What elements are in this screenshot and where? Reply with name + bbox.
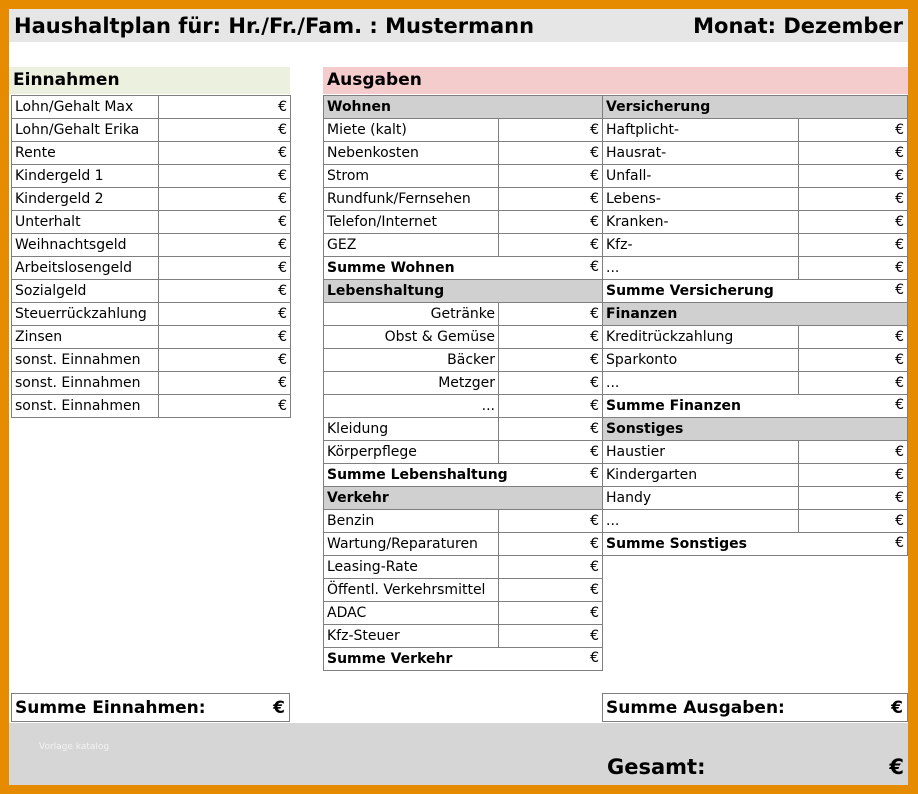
sum-row-wohnen [324, 257, 603, 280]
expense-row [324, 326, 603, 349]
category-row-wohnen [324, 96, 603, 119]
amount-cell[interactable]: € [798, 188, 907, 211]
sum-verkehr-text: Summe Verkehr [327, 650, 453, 667]
sum-versicherung [603, 280, 908, 303]
amount-cell[interactable]: € [159, 303, 291, 326]
income-label: Kindergeld 1 [12, 165, 159, 188]
income-label: Lohn/Gehalt Max [12, 96, 159, 119]
income-row [12, 188, 291, 211]
expense-row [324, 372, 603, 395]
expense-row [324, 303, 603, 326]
income-label: Weihnachtsgeld [12, 234, 159, 257]
category-row-sonstiges [603, 418, 908, 441]
amount-cell[interactable]: € [499, 142, 603, 165]
expense-label: Nebenkosten [324, 142, 499, 165]
budget-sheet [9, 9, 908, 785]
expense-label: ... [603, 510, 799, 533]
amount-cell[interactable]: € [499, 372, 603, 395]
sum-wohnen [324, 257, 603, 280]
expense-label: Haustier [603, 441, 799, 464]
income-label: sonst. Einnahmen [12, 349, 159, 372]
expense-row [324, 119, 603, 142]
expenses-right-table [602, 95, 908, 556]
sum-finanzen [603, 395, 908, 418]
expense-row [603, 487, 908, 510]
expense-row [324, 625, 603, 648]
amount-cell[interactable]: € [798, 326, 907, 349]
amount-cell[interactable]: € [499, 418, 603, 441]
amount-cell[interactable]: € [798, 372, 907, 395]
amount-cell[interactable]: € [159, 96, 291, 119]
expense-label: Kindergarten [603, 464, 799, 487]
income-label: Arbeitslosengeld [12, 257, 159, 280]
income-row [12, 142, 291, 165]
amount-cell[interactable]: € [499, 211, 603, 234]
expense-row [324, 602, 603, 625]
month-label: Monat: Dezember [693, 14, 903, 38]
sum-row-versicherung [603, 280, 908, 303]
expenses-sum-label: Summe Ausgaben: [606, 698, 785, 718]
expense-label: Kfz-Steuer [324, 625, 499, 648]
expense-row [603, 234, 908, 257]
amount-cell[interactable]: € [798, 211, 907, 234]
expense-row [324, 142, 603, 165]
income-row [12, 257, 291, 280]
amount-cell[interactable]: € [499, 395, 603, 418]
sum-currency: € [895, 397, 904, 413]
amount-cell[interactable]: € [499, 188, 603, 211]
footer-total [9, 723, 908, 785]
expense-label: GEZ [324, 234, 499, 257]
category-row-verkehr [324, 487, 603, 510]
amount-cell[interactable]: € [798, 464, 907, 487]
sum-row-finanzen [603, 395, 908, 418]
amount-cell[interactable]: € [159, 188, 291, 211]
amount-cell[interactable]: € [159, 142, 291, 165]
expense-row [603, 464, 908, 487]
sum-row-sonstiges [603, 533, 908, 556]
expense-row [603, 349, 908, 372]
expense-row [324, 441, 603, 464]
sheet-header [9, 9, 908, 42]
expense-label: Körperpflege [324, 441, 499, 464]
amount-cell[interactable]: € [499, 556, 603, 579]
expense-label: Hausrat- [603, 142, 799, 165]
amount-cell[interactable]: € [159, 280, 291, 303]
expense-row [324, 510, 603, 533]
amount-cell[interactable]: € [159, 211, 291, 234]
expense-label: Rundfunk/Fernsehen [324, 188, 499, 211]
income-row [12, 211, 291, 234]
sum-currency: € [590, 466, 599, 482]
category-versicherung: Versicherung [603, 96, 908, 119]
amount-cell[interactable]: € [798, 142, 907, 165]
expense-row [603, 119, 908, 142]
amount-cell[interactable]: € [499, 533, 603, 556]
expense-sublabel: Metzger [324, 372, 499, 395]
income-label: Steuerrückzahlung [12, 303, 159, 326]
expense-row [603, 372, 908, 395]
income-row [12, 96, 291, 119]
expense-row [324, 349, 603, 372]
expense-row [603, 165, 908, 188]
sum-currency: € [895, 535, 904, 551]
sum-currency: € [590, 259, 599, 275]
expenses-left-table [323, 95, 603, 671]
income-row [12, 234, 291, 257]
amount-cell[interactable]: € [499, 625, 603, 648]
expense-row [324, 556, 603, 579]
category-finanzen: Finanzen [603, 303, 908, 326]
expense-label: Lebens- [603, 188, 799, 211]
amount-cell[interactable]: € [798, 510, 907, 533]
income-row [12, 119, 291, 142]
amount-cell[interactable]: € [798, 165, 907, 188]
income-label: Zinsen [12, 326, 159, 349]
expense-label: Benzin [324, 510, 499, 533]
expense-label: Haftplicht- [603, 119, 799, 142]
amount-cell[interactable]: € [798, 119, 907, 142]
expense-row [603, 510, 908, 533]
amount-cell[interactable]: € [499, 303, 603, 326]
expense-row [603, 188, 908, 211]
income-title: Einnahmen [9, 67, 290, 94]
expense-label: Kleidung [324, 418, 499, 441]
expense-label: ADAC [324, 602, 499, 625]
income-row [12, 165, 291, 188]
category-wohnen: Wohnen [324, 96, 603, 119]
expense-sublabel: Getränke [324, 303, 499, 326]
expense-row [603, 441, 908, 464]
expense-row [324, 234, 603, 257]
expense-sublabel: Obst & Gemüse [324, 326, 499, 349]
expenses-title: Ausgaben [323, 67, 908, 94]
expense-label: Kreditrückzahlung [603, 326, 799, 349]
income-label: sonst. Einnahmen [12, 395, 159, 418]
sum-lebenshaltung [324, 464, 603, 487]
expense-label: ... [603, 257, 799, 280]
income-label: Kindergeld 2 [12, 188, 159, 211]
sum-lebenshaltung-text: Summe Lebenshaltung [327, 466, 508, 483]
expense-row [603, 211, 908, 234]
income-label: sonst. Einnahmen [12, 372, 159, 395]
income-row [12, 326, 291, 349]
category-row-finanzen [603, 303, 908, 326]
amount-cell[interactable]: € [159, 326, 291, 349]
income-sum-label: Summe Einnahmen: [15, 698, 206, 718]
sum-versicherung-text: Summe Versicherung [606, 282, 774, 299]
expense-row [324, 533, 603, 556]
amount-cell[interactable]: € [159, 165, 291, 188]
expense-label: Öffentl. Verkehrsmittel [324, 579, 499, 602]
expense-row [324, 211, 603, 234]
expense-label: Leasing-Rate [324, 556, 499, 579]
amount-cell[interactable]: € [159, 234, 291, 257]
expense-label: Kranken- [603, 211, 799, 234]
expense-row [603, 257, 908, 280]
amount-cell[interactable]: € [499, 579, 603, 602]
sum-sonstiges-text: Summe Sonstiges [606, 535, 747, 552]
amount-cell[interactable]: € [798, 349, 907, 372]
total-label: Gesamt: [607, 755, 706, 779]
watermark: Vorlage katalog [39, 742, 110, 752]
sum-row-lebenshaltung [324, 464, 603, 487]
sum-sonstiges [603, 533, 908, 556]
expense-row [324, 418, 603, 441]
expense-row [324, 395, 603, 418]
sum-row-verkehr [324, 648, 603, 671]
expense-label: Miete (kalt) [324, 119, 499, 142]
amount-cell[interactable]: € [499, 165, 603, 188]
expense-row [324, 579, 603, 602]
income-row [12, 303, 291, 326]
sum-verkehr [324, 648, 603, 671]
sum-finanzen-text: Summe Finanzen [606, 397, 741, 414]
amount-cell[interactable]: € [159, 349, 291, 372]
category-row-versicherung [603, 96, 908, 119]
amount-cell[interactable]: € [798, 257, 907, 280]
expense-row [324, 188, 603, 211]
expense-label: Wartung/Reparaturen [324, 533, 499, 556]
expense-label: ... [603, 372, 799, 395]
expense-label: Telefon/Internet [324, 211, 499, 234]
expense-label: Sparkonto [603, 349, 799, 372]
income-table [11, 95, 291, 418]
income-label: Lohn/Gehalt Erika [12, 119, 159, 142]
expense-row [603, 142, 908, 165]
amount-cell[interactable]: € [499, 349, 603, 372]
expenses-sum-box [602, 693, 908, 722]
income-row [12, 280, 291, 303]
income-label: Sozialgeld [12, 280, 159, 303]
expense-row [603, 326, 908, 349]
income-sum-currency: € [273, 698, 285, 718]
amount-cell[interactable]: € [159, 395, 291, 418]
page-title: Haushaltplan für: Hr./Fr./Fam. : Mustermann [14, 14, 535, 38]
amount-cell[interactable]: € [499, 602, 603, 625]
category-sonstiges: Sonstiges [603, 418, 908, 441]
category-lebenshaltung: Lebenshaltung [324, 280, 603, 303]
amount-cell[interactable]: € [159, 372, 291, 395]
amount-cell[interactable]: € [499, 326, 603, 349]
income-sum-box [11, 693, 290, 722]
amount-cell[interactable]: € [499, 510, 603, 533]
amount-cell[interactable]: € [499, 441, 603, 464]
amount-cell[interactable]: € [499, 234, 603, 257]
category-verkehr: Verkehr [324, 487, 603, 510]
expense-label: Unfall- [603, 165, 799, 188]
income-label: Unterhalt [12, 211, 159, 234]
expense-label: Strom [324, 165, 499, 188]
amount-cell[interactable]: € [798, 487, 907, 510]
expense-sublabel: ... [324, 395, 499, 418]
income-label: Rente [12, 142, 159, 165]
total-currency: € [889, 755, 904, 779]
income-row [12, 395, 291, 418]
expense-label: Handy [603, 487, 799, 510]
amount-cell[interactable]: € [798, 441, 907, 464]
amount-cell[interactable]: € [159, 119, 291, 142]
sum-currency: € [590, 650, 599, 666]
amount-cell[interactable]: € [499, 119, 603, 142]
amount-cell[interactable]: € [798, 234, 907, 257]
expense-label: Kfz- [603, 234, 799, 257]
expense-row [324, 165, 603, 188]
sum-currency: € [895, 282, 904, 298]
category-row-lebenshaltung [324, 280, 603, 303]
sum-wohnen-text: Summe Wohnen [327, 259, 455, 276]
amount-cell[interactable]: € [159, 257, 291, 280]
expense-sublabel: Bäcker [324, 349, 499, 372]
income-row [12, 372, 291, 395]
income-row [12, 349, 291, 372]
expenses-sum-currency: € [891, 698, 903, 718]
